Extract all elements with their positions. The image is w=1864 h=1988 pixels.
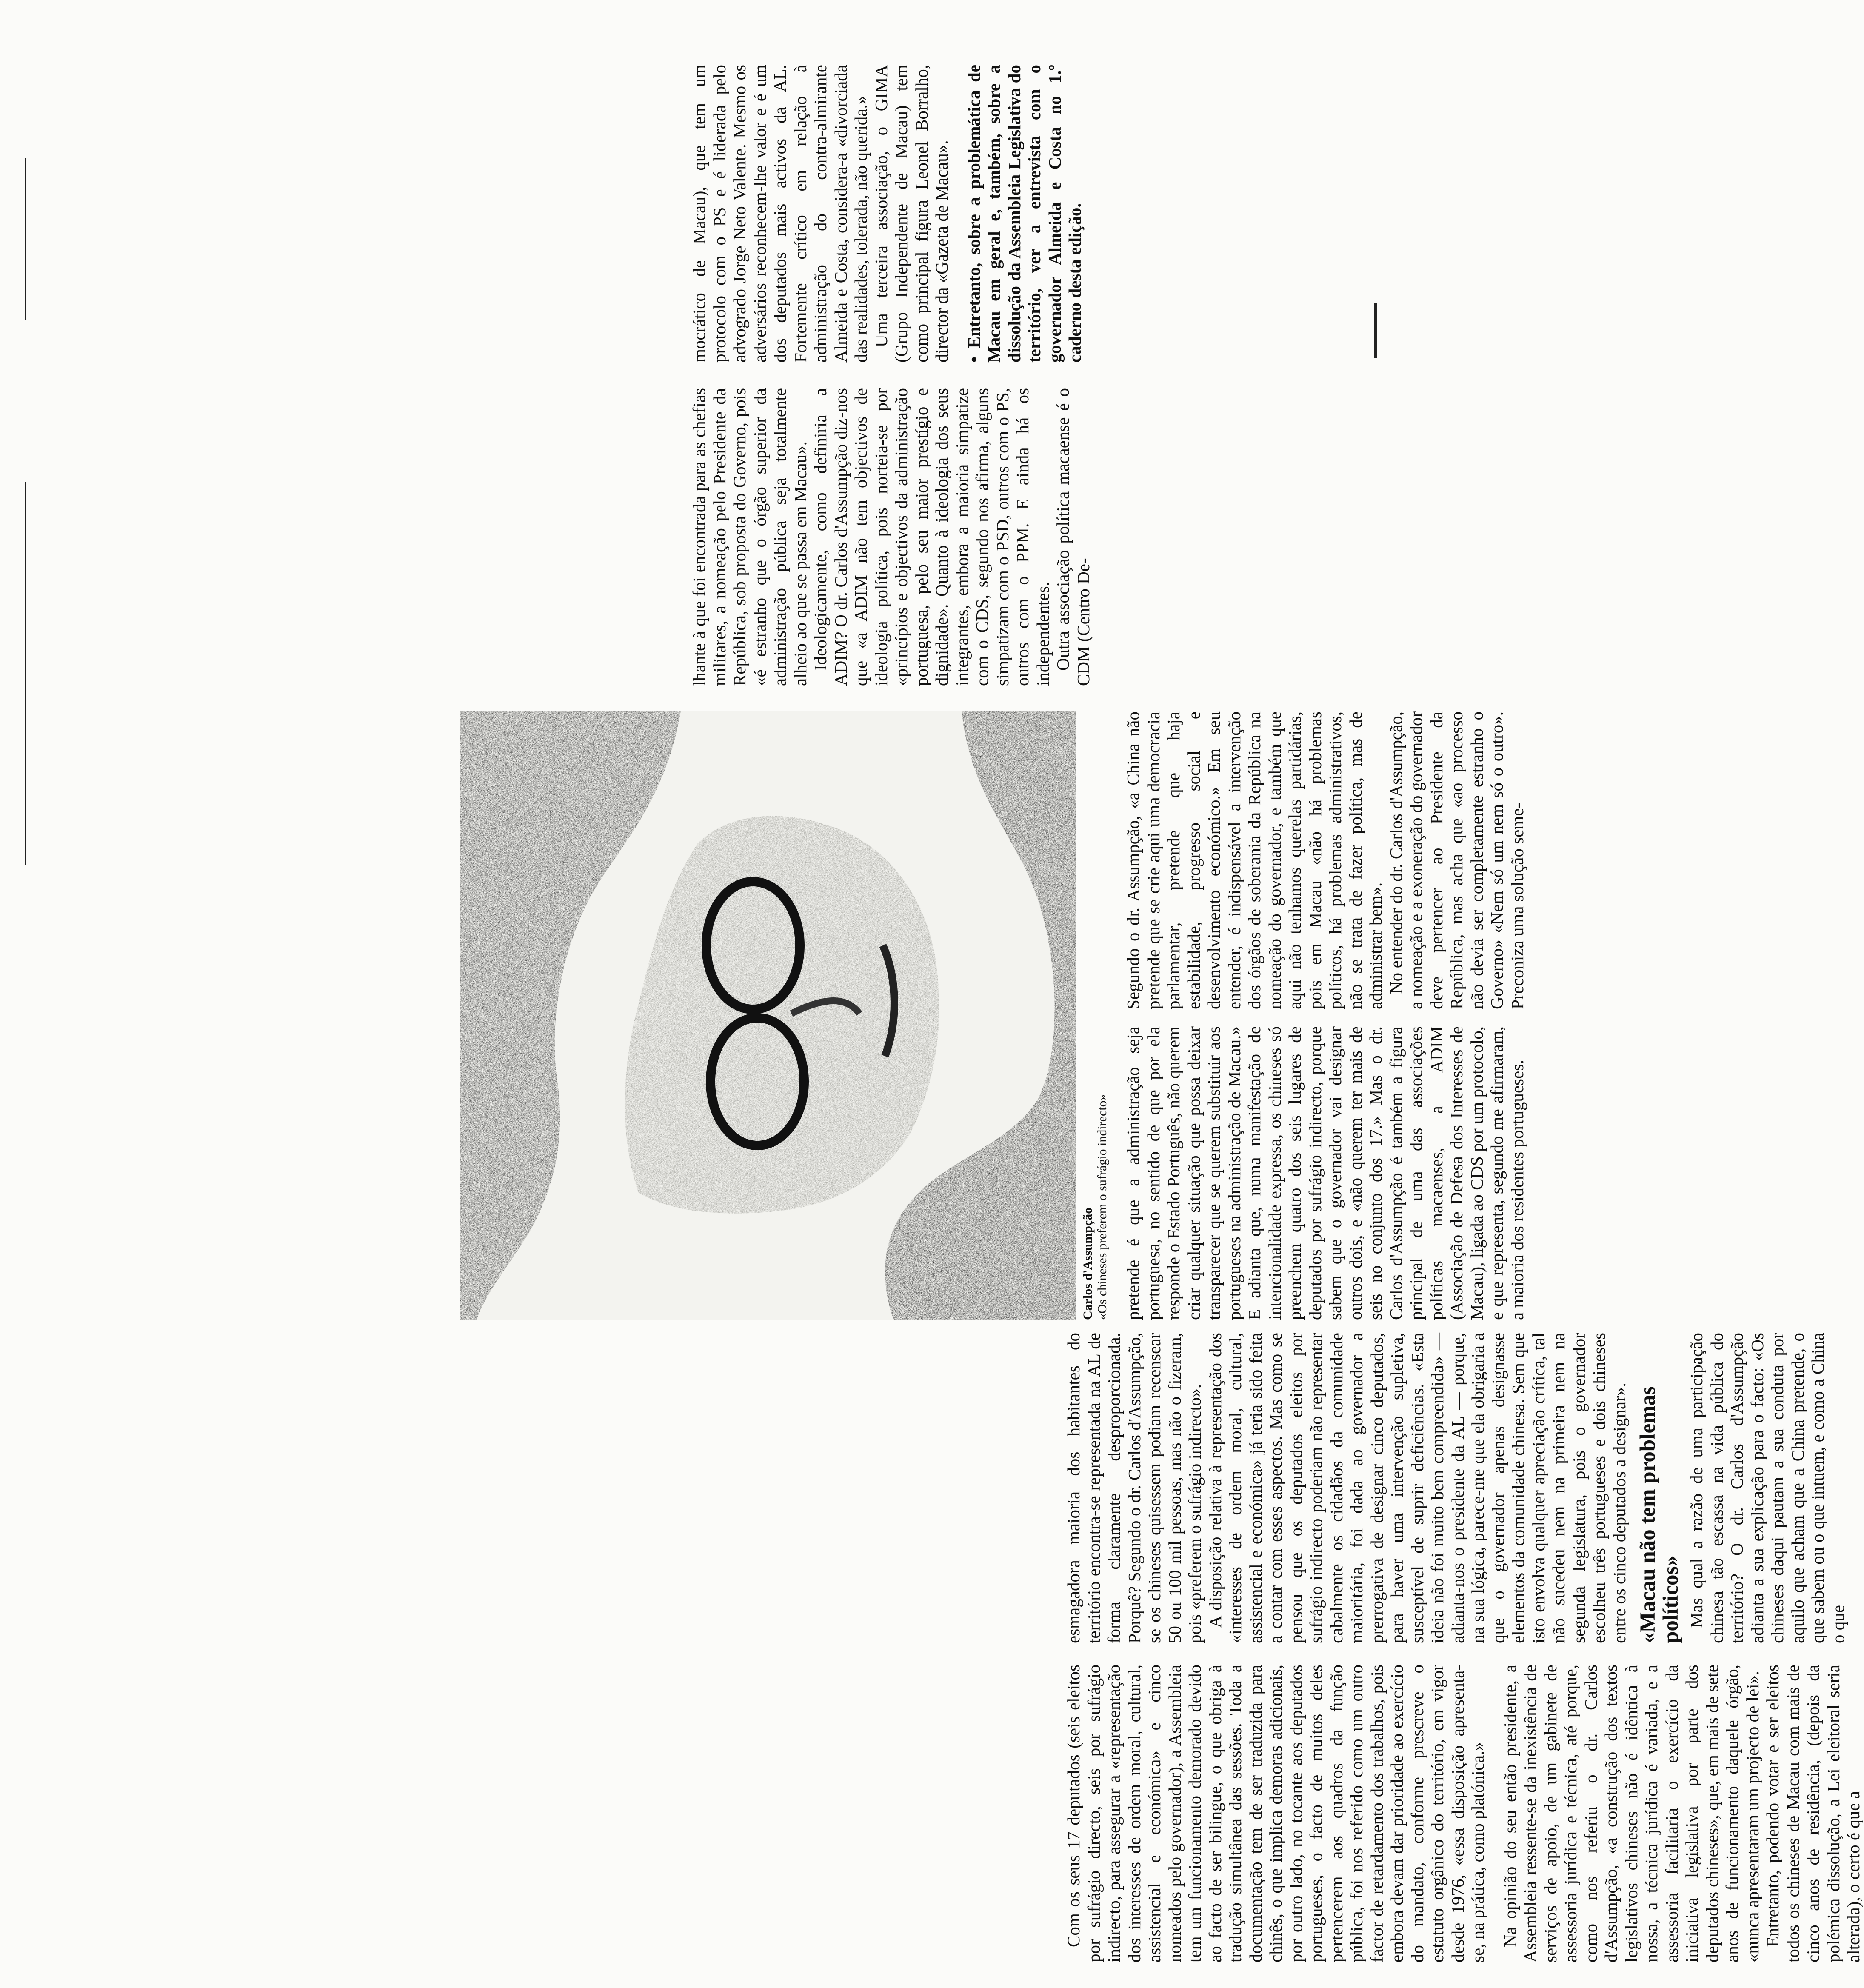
paragraph: esmagadora maioria dos habitantes do território encontra-se representada na AL de forma claramente desproporcionada. Porquê? Segundo o dr. Carlos d'Assumpção, se os chineses quisessem podiam recensear 50 ou 100 mil pessoas, mas não o fizeram, pois «preferem o sufrágio indirecto». <box>1064 1333 1205 1643</box>
top-rule-2 <box>25 482 26 865</box>
paragraph: No entender do dr. Carlos d'Assumpção, a nomeação e a exoneração do governador deve pertencer ao Presidente da República, mas acha que «ao processo não devia ser completamente estranho o Governo» «Nem só um nem só o outro». Preconiza uma solução seme- <box>1386 711 1527 1009</box>
photo-caption <box>1081 711 1110 1320</box>
paragraph: Com os seus 17 deputados (seis eleitos por sufrágio directo, seis por sufrágio indirecto, para assegurar a «representação dos interesses de ordem moral, cultural, assistencial e económica» e cinco nomeados pelo governador), a Assembleia tem um funcionamento demorado devido ao facto de ser bilingue, o que obriga à tradução simultânea das sessões. Toda a documentação tem de ser traduzida para chinês, o que implica demoras adicionais, por outro lado, no tocante aos deputados portugueses, o facto de muitos deles pertencerem aos quadros da função pública, foi nos referido como um outro factor de retardamento dos trabalhos, pois embora devam dar prioridade ao exercício do mandato, conforme prescreve o estatuto orgânico do território, em vigor desde 1976, «essa disposição apresenta-se, na prática, como platónica.» <box>1064 1665 1487 1962</box>
paragraph: Ideologicamente, como definiria a ADIM? O dr. Carlos d'Assumpção diz-nos que «a ADIM não tem objectivos de ideologia política, pois norteia-se por «princípios e objectivos da administração portuguesa, pelo seu maior prestígio e dignidade». Quanto à ideologia dos seus integrantes, embora a maioria simpatize com o CDS, segundo nos afirma, alguns simpatizam com o PSD, outros com o PS, outros com o PPM. E ainda há os independentes. <box>811 388 1053 686</box>
article-column-6 <box>689 65 1085 363</box>
paragraph: A disposição relativa à representação dos «interesses de ordem moral, cultural, assistencial e económica» já teria sido feita a contar com esses aspectos. Mas como se pensou que os deputados eleitos por sufrágio indirecto poderiam não representar cabalmente os cidadãos da comunidade maioritária, foi dada ao governador a prerrogativa de designar cinco deputados, para haver uma intervenção supletiva, susceptível de suprir deficiências. «Esta ideia não foi muito bem compreendida» — adianta-nos o presidente da AL — porque, na sua lógica, parece-me que ela obrigaria a que o governador apenas designasse elementos da comunidade chinesa. Sem que isto envolva qualquer apreciação crítica, tal não sucedeu nem na primeira nem na segunda legislatura, pois o governador escolheu três portugueses e dois chineses entre os cinco deputados a designar». <box>1205 1333 1629 1643</box>
paragraph: Uma terceira associação, o GIMA (Grupo Independente de Macau) tem como principal figura Leonel Borralho, director da «Gazeta de Macau». <box>871 65 951 363</box>
article-column-1 <box>1064 1665 1864 1962</box>
paragraph: mocrático de Macau), que tem um protocolo com o PS e é liderada pelo advogrado Jorge Neto Valente. Mesmo os adversários reconhecem-lhe valor e é um dos deputados mais activos da AL. Fortemente crítico em relação à administração do contra-almirante Almeida e Costa, considera-a «divorciada das realidades, tolerada, não querida.» <box>689 65 871 363</box>
article-column-2 <box>1064 1333 1848 1643</box>
article-column-3 <box>1123 1026 1527 1320</box>
caption-text: «Os chineses preferem o sufrágio indirecto» <box>1095 1094 1109 1320</box>
paragraph: Outra associação política macaense é o CDM (Centro De- <box>1053 388 1093 686</box>
end-rule <box>1374 303 1377 358</box>
paragraph: Segundo o dr. Assumpção, «a China não pretende que se crie aqui uma democracia parlamentar, pretende que haja estabilidade, progresso social e desenvolvimento económico.» Em seu entender, é indispensável a intervenção dos órgãos de soberania da República na nomeação do governador, e também que aqui não tenhamos querelas partidárias, pois em Macau «não há problemas políticos, há problemas administrativos, não se trata de fazer política, mas de administrar bem». <box>1123 711 1385 1009</box>
portrait-image <box>460 711 1076 1320</box>
section-heading: «Macau não tem problemas políticos» <box>1636 1386 1683 1643</box>
paragraph: Entretanto, podendo votar e ser eleitos todos os chineses de Macau com mais de cinco anos de residência, (depois da polémica dissolução, a Lei eleitoral seria alterada), o certo é que a <box>1763 1665 1863 1962</box>
caption-name: Carlos d'Assumpção <box>1081 1207 1095 1320</box>
article-column-5 <box>689 388 1093 686</box>
article-column-4 <box>1123 711 1527 1009</box>
paragraph: Na opinião do seu então presidente, a Assembleia ressente-se da inexistência de serviços de apoio, de um gabinete de assessoria jurídica e técnica, até porque, como nos referiu o dr. Carlos d'Assumpção, «a construção dos textos legislativos chineses não é idêntica à nossa, a técnica jurídica é variada, e a assessoria facilitaria o exercício da iniciativa legislativa por parte dos deputados chineses», que, em mais de sete anos de funcionamento daquele órgão, «nunca apresentaram um projecto de lei». <box>1500 1665 1762 1962</box>
paragraph: Mas qual a razão de uma participação chinesa tão escassa na vida pública do território? O dr. Carlos d'Assumpção adianta a sua explicação para o facto: «Os chineses daqui pautam a sua conduta por aquilo que acham que a China pretende, o que sabem ou o que intuem, e como a China o que <box>1687 1333 1848 1643</box>
paragraph: pretende é que a administração seja portuguesa, no sentido de que por ela responde o Estado Português, não querem criar qualquer situação que possa deixar transparecer que se querem substituir aos portugueses na administração de Macau.» E adianta que, numa manifestação de intencionalidade expressa, os chineses só preenchem quatro dos seis lugares de deputados por sufrágio indirecto, porque sabem que o governador vai designar outros dois, e «não querem ter mais de seis no conjunto dos 17.» Mas o dr. Carlos d'Assumpção é também a figura principal de uma das associações políticas macaenses, a ADIM (Associação de Defesa dos Interesses de Macau), ligada ao CDS por um protocolo, e que representa, segundo me afirmaram, a maioria dos residentes portugueses. <box>1123 1026 1527 1320</box>
top-rule-1 <box>25 158 26 320</box>
portrait-photo <box>460 711 1076 1320</box>
paragraph: lhante à que foi encontrada para as chefias militares, a nomeação pelo Presidente da República, sob proposta do Governo, pois «é estranho que o órgão superior da administração pública seja totalmente alheio ao que se passa em Macau». <box>689 388 810 686</box>
cross-reference-note: • Entretanto, sobre a problemática de Macau em geral e, também, sobre a dissolução da Assembleia Legislativa do território, ver a entrevista com o governador Almeida e Costa no 1.º caderno desta edição. <box>964 65 1085 363</box>
